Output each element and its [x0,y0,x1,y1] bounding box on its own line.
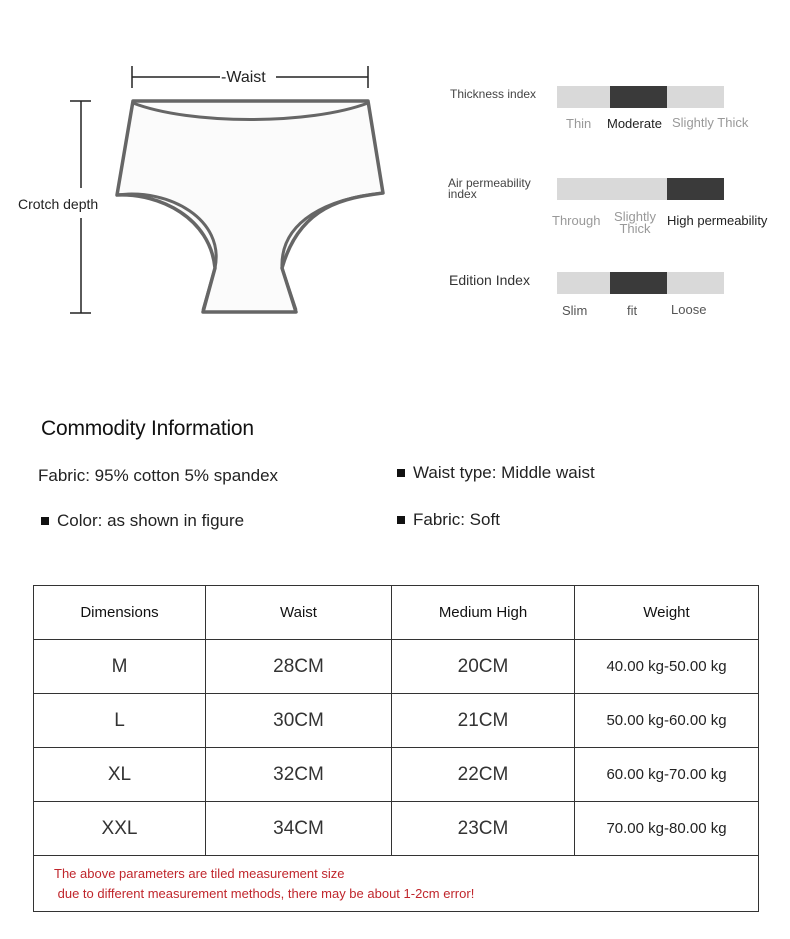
measurement-note [34,856,759,912]
air-tick-high-permeability: High permeability [667,213,768,228]
medium-high-cell: 22CM [392,748,575,802]
air-permeability-title-line2: index [448,187,477,201]
air-tick-slightly-thick: Slightly Thick [614,209,656,236]
edition-tick-fit: fit [627,303,638,318]
waist-cell: 30CM [206,694,392,748]
garment-diagram [0,0,440,340]
waist-cell: 28CM [206,640,392,694]
bullet-icon [397,469,405,477]
header-dimensions: Dimensions [34,586,206,640]
table-row [34,748,759,802]
thickness-index-bar [557,86,724,108]
waist-cell: 34CM [206,802,392,856]
table-row [34,802,759,856]
air-permeability-bar [557,178,724,200]
edition-index-bar [557,272,724,294]
color-info [41,511,244,531]
thickness-index-title: Thickness index [450,87,537,101]
note-line-2: due to different measurement methods, there may be about 1-2cm error! [54,885,475,901]
commodity-info-title: Commodity Information [41,417,254,440]
crotch-depth-label: Crotch depth [18,196,99,212]
weight-cell: 60.00 kg-70.00 kg [575,748,759,802]
edition-tick-slim: Slim [562,303,588,318]
size-cell: XXL [34,802,206,856]
table-row [34,694,759,748]
color-info-text: Color: as shown in figure [57,511,245,530]
header-weight: Weight [575,586,759,640]
thickness-seg-moderate [610,86,667,108]
edition-index-title: Edition Index [449,272,530,288]
table-row [34,640,759,694]
bullet-icon [397,516,405,524]
medium-high-cell: 21CM [392,694,575,748]
fabric-feel-text: Fabric: Soft [413,510,500,529]
air-seg-through [557,178,610,200]
note-line-1: The above parameters are tiled measurement size [54,865,345,881]
waist-label: -Waist [221,69,266,86]
medium-high-cell: 20CM [392,640,575,694]
waist-type-info [397,463,595,483]
edition-seg-loose [667,272,724,294]
air-tick-through: Through [552,213,601,228]
fabric-info [38,466,278,486]
table-header-row [34,586,759,640]
weight-cell: 70.00 kg-80.00 kg [575,802,759,856]
medium-high-cell: 23CM [392,802,575,856]
weight-cell: 40.00 kg-50.00 kg [575,640,759,694]
thickness-seg-thick [667,86,724,108]
edition-seg-slim [557,272,610,294]
edition-seg-fit [610,272,667,294]
bullet-icon [41,517,49,525]
fabric-feel-info [397,510,500,530]
fabric-info-text: Fabric: 95% cotton 5% spandex [38,466,279,485]
header-medium-high: Medium High [392,586,575,640]
thickness-tick-moderate: Moderate [607,116,662,131]
table-note-row [34,856,759,912]
size-cell: L [34,694,206,748]
air-seg-slightly-thick [610,178,667,200]
air-seg-high [667,178,724,200]
air-permeability-title-line1: Air permeability [448,176,531,190]
waist-type-text: Waist type: Middle waist [413,463,595,482]
thickness-tick-slightly-thick: Slightly Thick [672,115,749,130]
thickness-seg-thin [557,86,610,108]
size-cell: M [34,640,206,694]
size-table [33,585,759,912]
waist-cell: 32CM [206,748,392,802]
underwear-outline [117,101,383,312]
weight-cell: 50.00 kg-60.00 kg [575,694,759,748]
edition-tick-loose: Loose [671,302,707,317]
thickness-tick-thin: Thin [566,116,592,131]
size-cell: XL [34,748,206,802]
header-waist: Waist [206,586,392,640]
